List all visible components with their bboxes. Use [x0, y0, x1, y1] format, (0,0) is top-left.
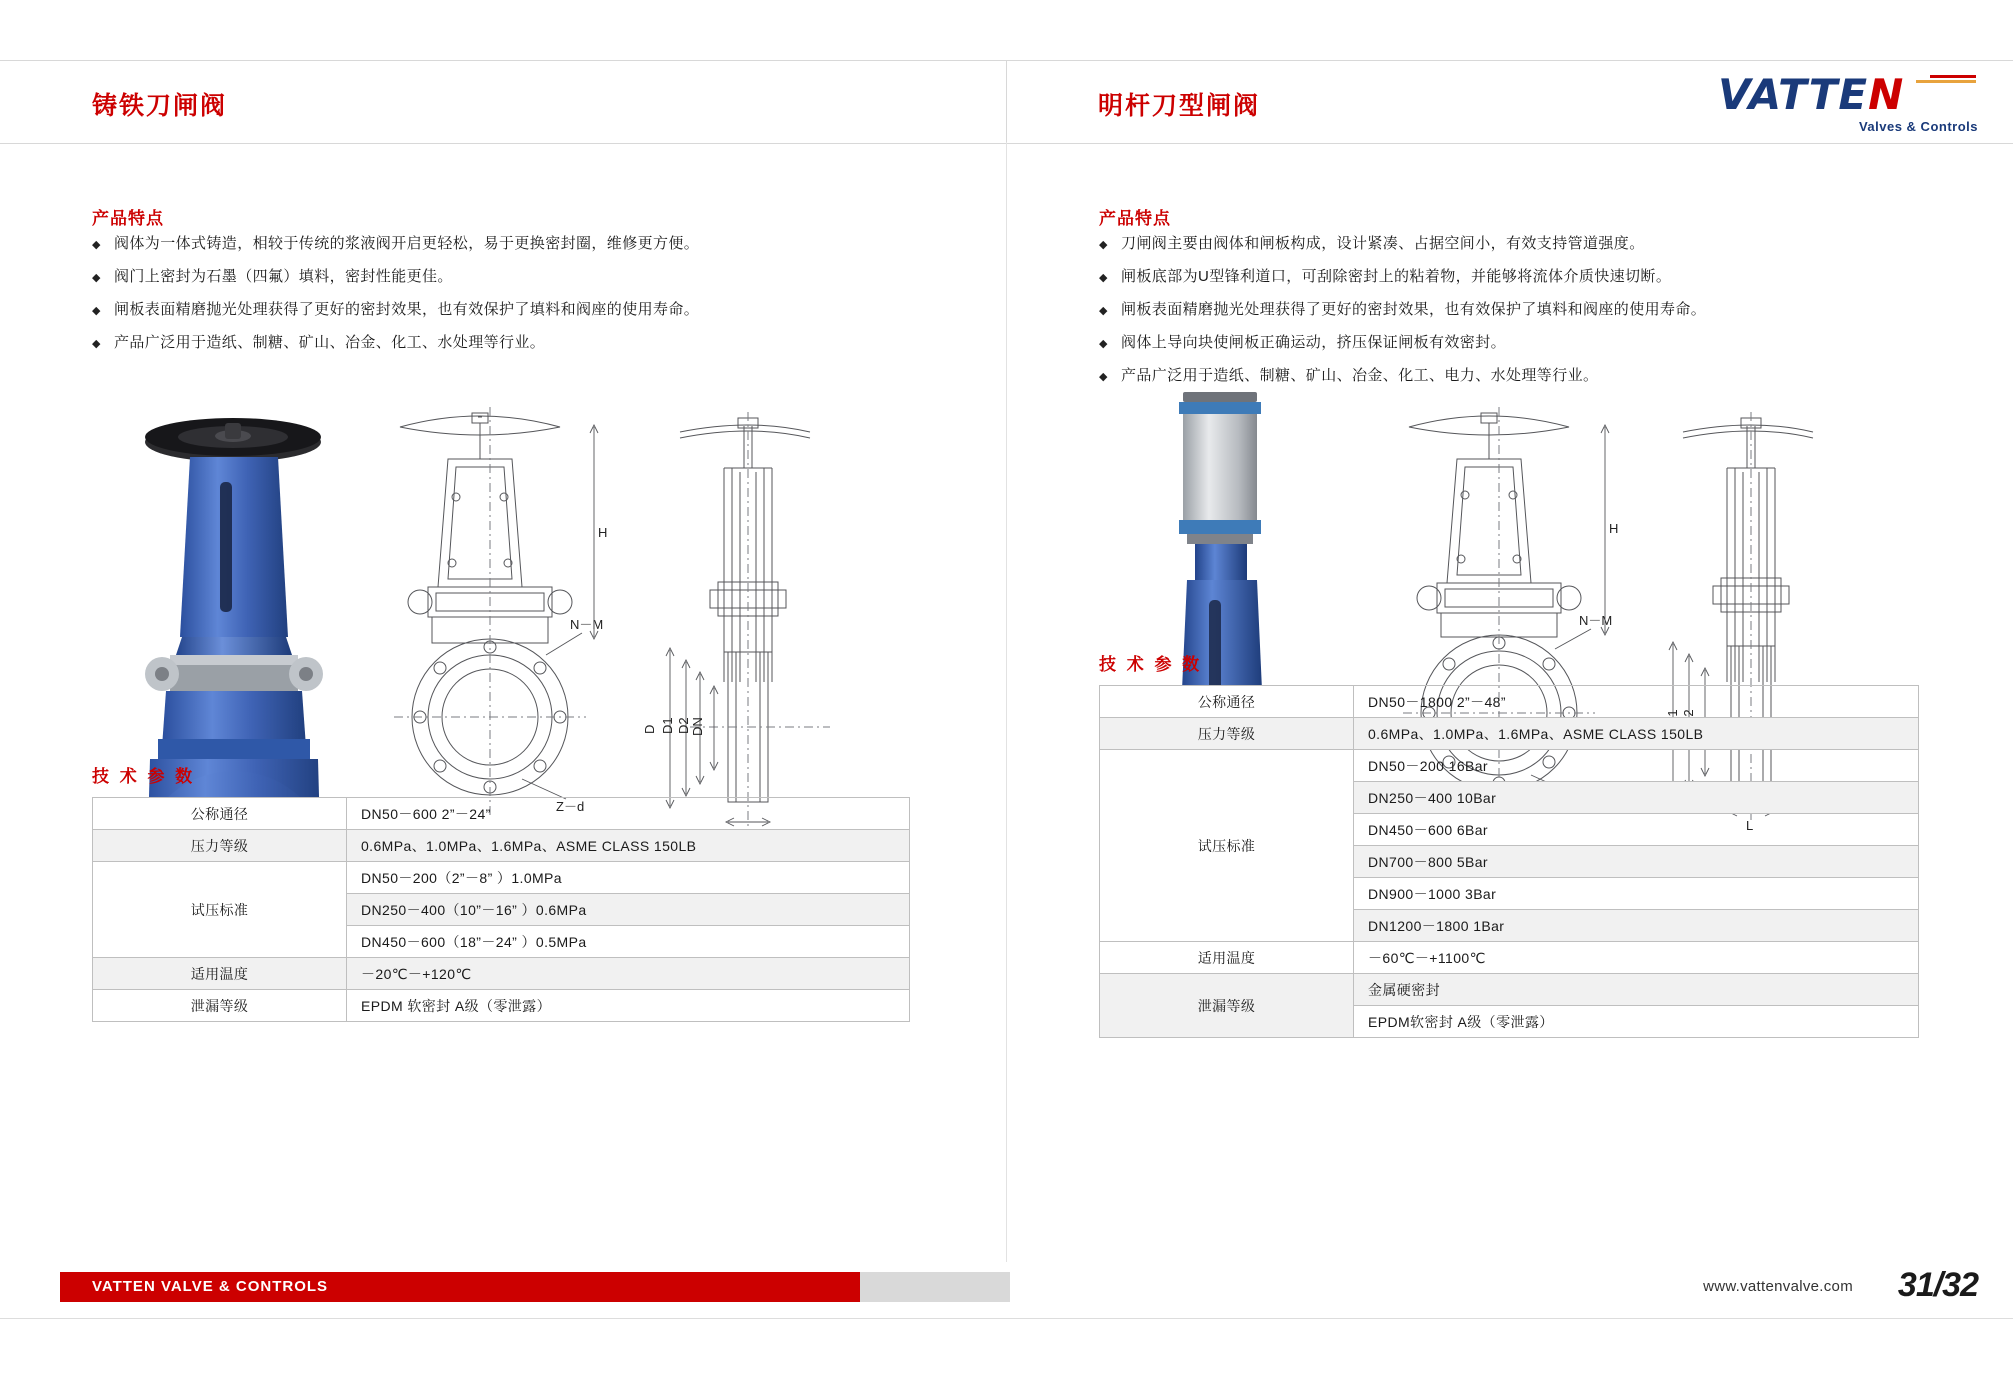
spec-value: DN700－800 5Bar — [1354, 846, 1919, 878]
left-feature-list — [92, 234, 952, 366]
logo-bars-icon — [1896, 75, 1976, 85]
page-number: 31/32 — [1897, 1266, 1978, 1304]
spec-key: 公称通径 — [93, 798, 347, 830]
spec-key: 试压标准 — [93, 862, 347, 958]
svg-text:DN: DN — [690, 717, 705, 736]
list-item: ◆ 刀闸阀主要由阀体和闸板构成，设计紧凑、占据空间小，有效支持管道强度。 — [1099, 234, 1959, 254]
valve-drawing-front-left — [370, 387, 610, 837]
table-row — [1100, 974, 1919, 1006]
spec-value: 0.6MPa、1.0MPa、1.6MPa、ASME CLASS 150LB — [347, 830, 910, 862]
spec-value: DN50－200 16Bar — [1354, 750, 1919, 782]
footer-url[interactable]: www.vattenvalve.com — [1703, 1278, 1853, 1295]
spec-key: 适用温度 — [1100, 942, 1354, 974]
list-item: ◆ 闸板表面精磨抛光处理获得了更好的密封效果，也有效保护了填料和阀座的使用寿命。 — [1099, 300, 1959, 320]
valve-drawing-side-left — [640, 382, 900, 852]
list-item: ◆ 产品广泛用于造纸、制糖、矿山、冶金、化工、电力、水处理等行业。 — [1099, 366, 1959, 386]
table-row — [93, 958, 910, 990]
table-row — [1100, 686, 1919, 718]
left-spec-table — [92, 797, 910, 1022]
spec-key: 公称通径 — [1100, 686, 1354, 718]
svg-text:D: D — [642, 724, 657, 734]
spec-key: 试压标准 — [1100, 750, 1354, 942]
right-tech-heading: 技 术 参 数 — [1099, 655, 1203, 674]
page-footer — [0, 1266, 2013, 1320]
spec-key: 适用温度 — [93, 958, 347, 990]
spec-value: DN450－600（18”－24” ）0.5MPa — [347, 926, 910, 958]
table-row — [93, 990, 910, 1022]
spec-key: 泄漏等级 — [93, 990, 347, 1022]
spec-value: DN250－400（10”－16” ）0.6MPa — [347, 894, 910, 926]
left-column — [0, 142, 1006, 1262]
right-page-title: 明杆刀型闸阀 — [1098, 92, 1261, 120]
spec-value: －20℃－+120℃ — [347, 958, 910, 990]
right-column — [1007, 142, 2013, 1262]
logo-tagline: Valves & Controls — [1858, 119, 1978, 134]
svg-text:Z－d: Z－d — [556, 799, 585, 814]
spec-value: DN50－600 2”－24” — [347, 798, 910, 830]
page-header — [0, 60, 2013, 144]
left-tech-heading: 技 术 参 数 — [92, 767, 196, 786]
list-item: ◆ 闸板表面精磨抛光处理获得了更好的密封效果，也有效保护了填料和阀座的使用寿命。 — [92, 300, 952, 320]
footer-company: VATTEN VALVE & CONTROLS — [92, 1278, 329, 1295]
footer-bottom-line — [0, 1318, 2013, 1319]
table-row — [1100, 942, 1919, 974]
list-item: ◆ 阀体为一体式铸造，相较于传统的浆液阀开启更轻松，易于更换密封圈，维修更方便。 — [92, 234, 952, 254]
spec-value: EPDM 软密封 A级（零泄露） — [347, 990, 910, 1022]
spec-value: DN50－200（2”－8” ）1.0MPa — [347, 862, 910, 894]
svg-text:H: H — [598, 525, 608, 540]
svg-text:L: L — [1746, 818, 1754, 832]
spec-value: DN1200－1800 1Bar — [1354, 910, 1919, 942]
spec-value: 0.6MPa、1.0MPa、1.6MPa、ASME CLASS 150LB — [1354, 718, 1919, 750]
list-item: ◆ 闸板底部为U型锋利道口，可刮除密封上的粘着物，并能够将流体介质快速切断。 — [1099, 267, 1959, 287]
table-row — [93, 830, 910, 862]
list-item: ◆ 阀门上密封为石墨（四氟）填料，密封性能更佳。 — [92, 267, 952, 287]
spec-value: 金属硬密封 — [1354, 974, 1919, 1006]
svg-text:N－M: N－M — [570, 617, 604, 632]
list-item: ◆ 阀体上导向块使闸板正确运动，挤压保证闸板有效密封。 — [1099, 333, 1959, 353]
table-row — [93, 798, 910, 830]
spec-key: 压力等级 — [93, 830, 347, 862]
footer-gray-bar — [860, 1272, 1010, 1302]
vatten-logo — [1718, 70, 1978, 135]
svg-text:D2: D2 — [676, 717, 691, 734]
spec-key: 压力等级 — [1100, 718, 1354, 750]
left-features-heading: 产品特点 — [92, 209, 164, 228]
table-row — [1100, 718, 1919, 750]
svg-text:D1: D1 — [660, 717, 675, 734]
right-feature-list — [1099, 234, 1959, 399]
right-spec-table — [1099, 685, 1919, 1038]
table-row — [93, 862, 910, 894]
spec-value: DN50－1800 2”－48” — [1354, 686, 1919, 718]
logo-wordmark: VATTEN — [1718, 70, 1905, 119]
right-features-heading: 产品特点 — [1099, 209, 1171, 228]
svg-text:H: H — [1609, 521, 1619, 536]
left-page-title: 铸铁刀闸阀 — [92, 92, 228, 120]
spec-value: EPDM软密封 A级（零泄露） — [1354, 1006, 1919, 1038]
spec-value: DN900－1000 3Bar — [1354, 878, 1919, 910]
table-row — [1100, 750, 1919, 782]
spec-value: DN450－600 6Bar — [1354, 814, 1919, 846]
spec-value: DN250－400 10Bar — [1354, 782, 1919, 814]
list-item: ◆ 产品广泛用于造纸、制糖、矿山、冶金、化工、水处理等行业。 — [92, 333, 952, 353]
spec-key: 泄漏等级 — [1100, 974, 1354, 1038]
header-divider — [1006, 61, 1007, 143]
svg-text:N－M: N－M — [1579, 613, 1613, 628]
spec-value: －60℃－+1100℃ — [1354, 942, 1919, 974]
